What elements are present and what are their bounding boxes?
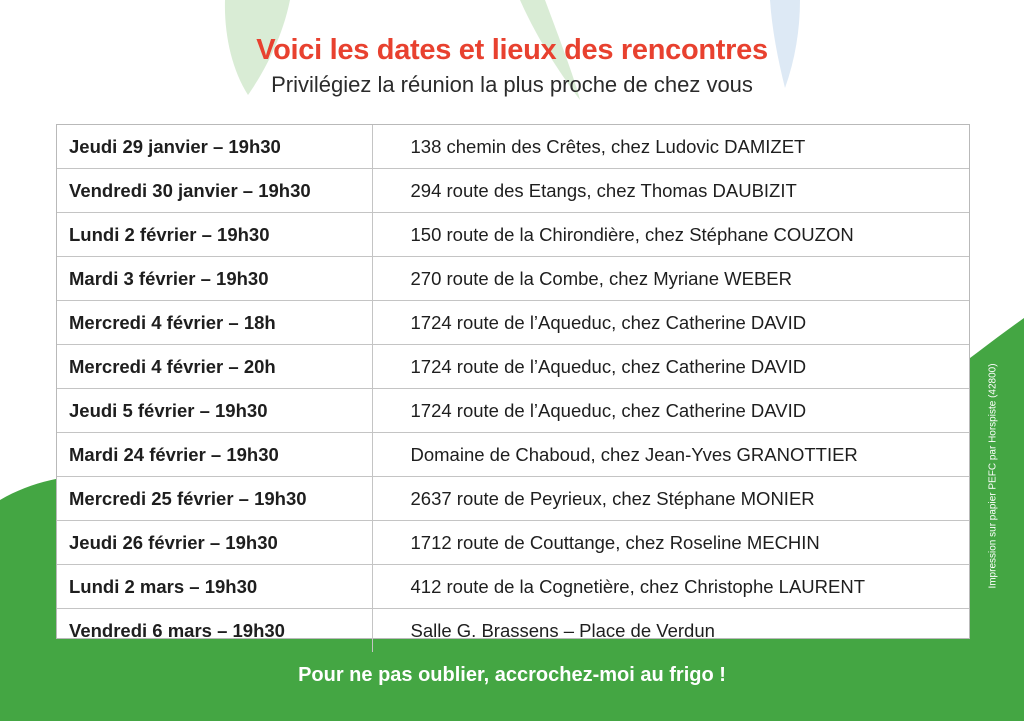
- meeting-place: Salle G. Brassens – Place de Verdun: [410, 619, 715, 641]
- table-row: [57, 477, 969, 521]
- meeting-place: 412 route de la Cognetière, chez Christophe LAURENT: [372, 565, 969, 609]
- meeting-place: 1724 route de l’Aqueduc, chez Catherine DAVID: [372, 301, 969, 345]
- meeting-place: 1724 route de l’Aqueduc, chez Catherine DAVID: [372, 389, 969, 433]
- meeting-date: Mercredi 25 février – 19h30: [57, 477, 372, 521]
- table-row: [57, 433, 969, 477]
- table-row: [57, 169, 969, 213]
- meetings-table: [56, 124, 970, 639]
- meeting-date: Lundi 2 février – 19h30: [57, 213, 372, 257]
- meetings-table-body: [57, 125, 969, 652]
- meeting-place: 294 route des Etangs, chez Thomas DAUBIZIT: [372, 169, 969, 213]
- meeting-date: Jeudi 5 février – 19h30: [57, 389, 372, 433]
- page-subtitle: Privilégiez la réunion la plus proche de chez vous: [271, 72, 753, 97]
- table-row: [57, 213, 969, 257]
- table-row: [57, 565, 969, 609]
- meeting-place: 150 route de la Chirondière, chez Stéphane COUZON: [372, 213, 969, 257]
- meeting-date: Mardi 3 février – 19h30: [57, 257, 372, 301]
- meeting-date: Mardi 24 février – 19h30: [57, 433, 372, 477]
- meeting-date: Jeudi 26 février – 19h30: [57, 521, 372, 565]
- table-row: [57, 257, 969, 301]
- table-row: [57, 389, 969, 433]
- meeting-date: Vendredi 6 mars – 19h30: [57, 609, 372, 653]
- print-credit-text: Impression sur papier PEFC par Horspiste (42800): [987, 363, 999, 589]
- footer-message: Pour ne pas oublier, accrochez-moi au frigo !: [298, 664, 726, 686]
- table-row: [57, 125, 969, 169]
- table-row: [57, 609, 969, 653]
- meeting-place: 2637 route de Peyrieux, chez Stéphane MONIER: [372, 477, 969, 521]
- table-row: [57, 521, 969, 565]
- page-title: Voici les dates et lieux des rencontres: [256, 34, 768, 66]
- table-row: [57, 301, 969, 345]
- meeting-date: Vendredi 30 janvier – 19h30: [57, 169, 372, 213]
- meeting-date: Mercredi 4 février – 18h: [57, 301, 372, 345]
- meeting-date: Mercredi 4 février – 20h: [57, 345, 372, 389]
- meeting-date: Jeudi 29 janvier – 19h30: [57, 125, 372, 169]
- meeting-place: 270 route de la Combe, chez Myriane WEBER: [372, 257, 969, 301]
- table-row: [57, 345, 969, 389]
- meeting-date: Lundi 2 mars – 19h30: [57, 565, 372, 609]
- meeting-place: Domaine de Chaboud, chez Jean-Yves GRANOTTIER: [372, 433, 969, 477]
- meeting-place: 1724 route de l’Aqueduc, chez Catherine DAVID: [372, 345, 969, 389]
- meeting-place: 1712 route de Couttange, chez Roseline MECHIN: [372, 521, 969, 565]
- meeting-place: 138 chemin des Crêtes, chez Ludovic DAMIZET: [372, 125, 969, 169]
